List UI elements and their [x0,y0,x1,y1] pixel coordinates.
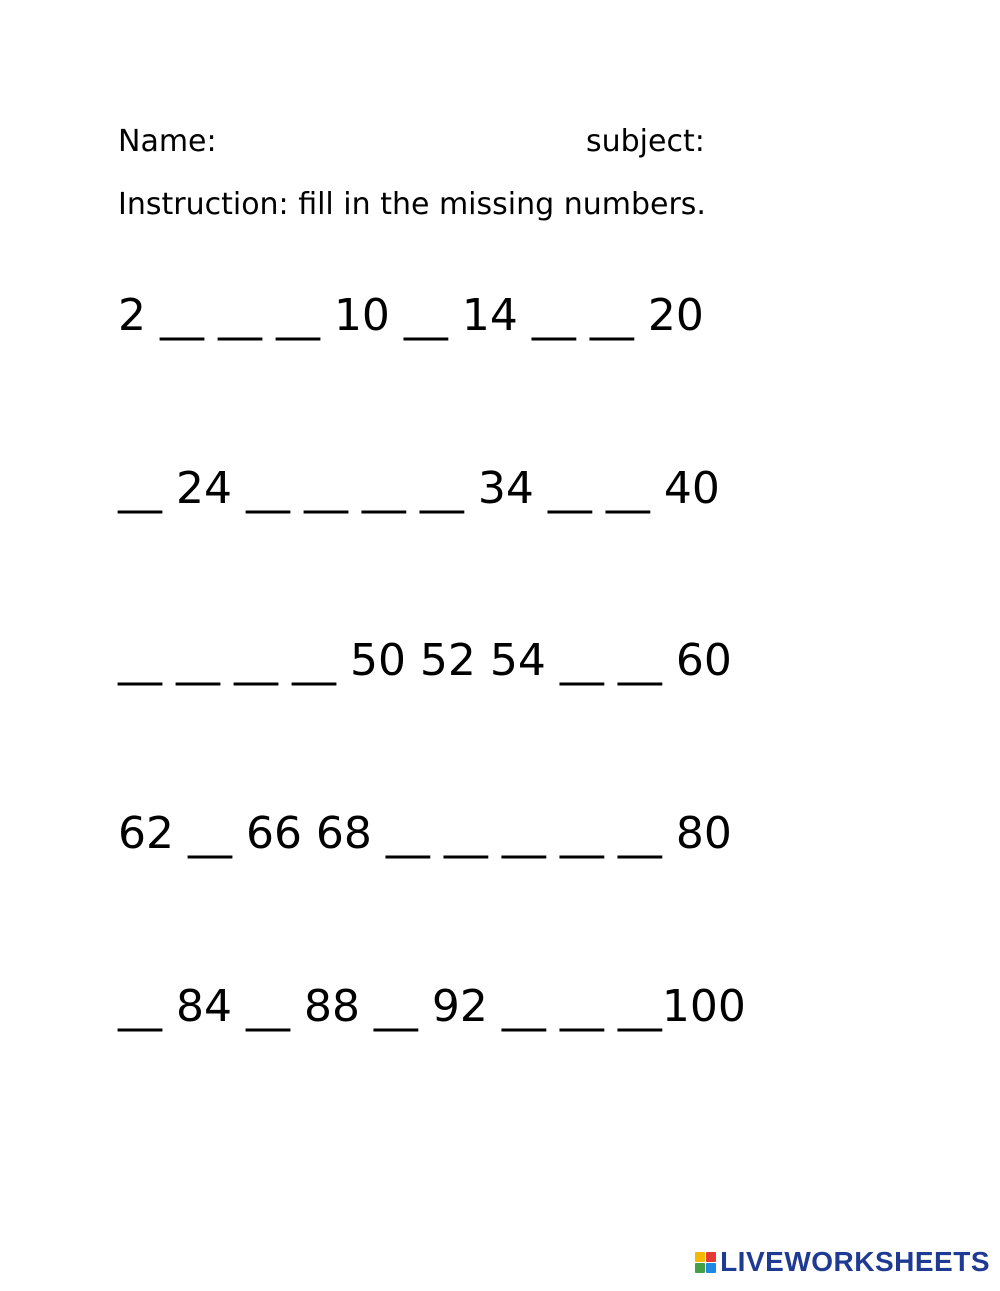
number-sequence-row: 2 __ __ __ 10 __ 14 __ __ 20 [118,290,704,341]
name-label: Name: [118,124,217,159]
number-sequence-row: __ __ __ __ 50 52 54 __ __ 60 [118,635,732,686]
number-sequence-row: 62 __ 66 68 __ __ __ __ __ 80 [118,808,732,859]
liveworksheets-watermark [695,1247,990,1277]
number-sequence-row: __ 24 __ __ __ __ 34 __ __ 40 [118,463,720,514]
liveworksheets-logo-icon [695,1252,716,1273]
number-sequence-row: __ 84 __ 88 __ 92 __ __ __100 [118,981,746,1032]
watermark-text: LIVEWORKSHEETS [720,1246,990,1277]
logo-block [695,1263,705,1273]
subject-label: subject: [586,124,705,159]
logo-block [706,1252,716,1262]
logo-block [695,1252,705,1262]
logo-block [706,1263,716,1273]
instruction-text: Instruction: fill in the missing numbers. [118,187,706,222]
